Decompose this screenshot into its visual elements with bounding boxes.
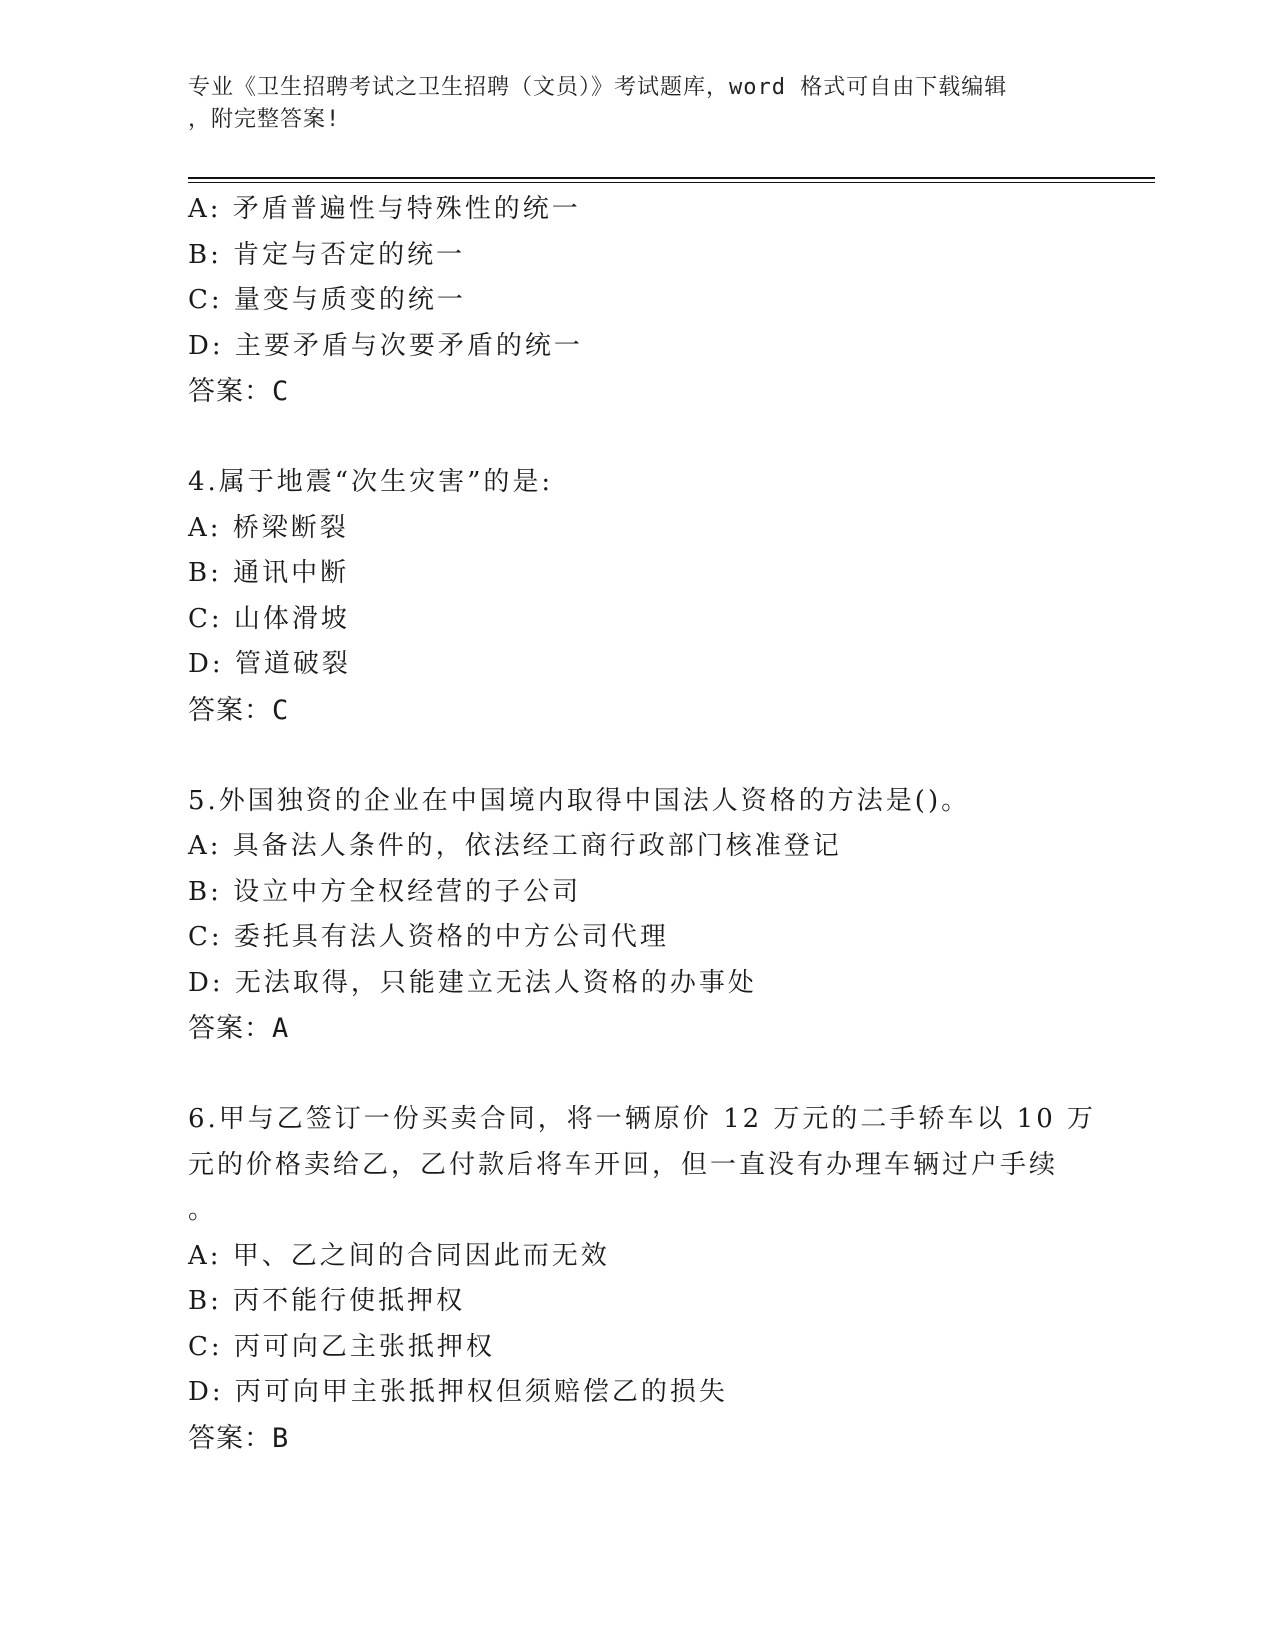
option-a: A: 矛盾普遍性与特殊性的统一 [188,194,581,224]
document-header [188,72,1068,136]
option-c: C: 丙可向乙主张抵押权 [188,1331,495,1362]
question-6 [188,1097,1097,1461]
spacer [188,733,1068,779]
option-d: D: 无法取得，只能建立无法人资格的办事处 [188,967,757,998]
option-d: D: 管道破裂 [188,649,351,679]
option-c: C: 量变与质变的统一 [188,285,466,315]
option-b: B: 丙不能行使抵押权 [188,1286,466,1316]
answer: 答案：B [188,1422,290,1454]
option-c: C: 山体滑坡 [188,603,350,634]
question-stem: 5.外国独资的企业在中国境内取得中国法人资格的方法是()。 [188,785,971,816]
question-5 [188,779,1068,1052]
answer: 答案：C [188,376,290,407]
header-line-1: 专业《卫生招聘考试之卫生招聘（文员）》考试题库，word 格式可自由下载编辑 [188,75,1008,100]
option-a: A: 具备法人条件的，依法经工商行政部门核准登记 [188,831,842,861]
option-b: B: 通讯中断 [188,558,350,588]
option-c: C: 委托具有法人资格的中方公司代理 [188,922,669,952]
question-stem-line-3: 。 [188,1195,218,1225]
question-list [188,187,1097,1461]
spacer [188,415,1068,461]
option-a: A: 甲、乙之间的合同因此而无效 [188,1240,610,1271]
question-4 [188,460,1068,733]
option-b: B: 肯定与否定的统一 [188,239,466,270]
question-3 [188,187,1068,415]
option-a: A: 桥梁断裂 [188,512,349,543]
question-stem-line-1: 6.甲与乙签订一份买卖合同，将一辆原价 12 万元的二手轿车以 10 万 [188,1104,1097,1134]
answer: 答案：A [188,1013,290,1044]
spacer [188,1052,1068,1098]
header-rule-thick [188,177,1155,179]
header-line-2: ，附完整答案! [188,107,341,132]
answer: 答案：C [188,694,290,726]
question-stem: 4.属于地震“次生灾害”的是: [188,467,554,497]
option-d: D: 丙可向甲主张抵押权但须赔偿乙的损失 [188,1377,728,1407]
option-d: D: 主要矛盾与次要矛盾的统一 [188,330,583,361]
header-rule-thin [188,182,1155,183]
option-b: B: 设立中方全权经营的子公司 [188,876,582,907]
question-stem-line-2: 元的价格卖给乙，乙付款后将车开回，但一直没有办理车辆过户手续 [188,1149,1059,1180]
